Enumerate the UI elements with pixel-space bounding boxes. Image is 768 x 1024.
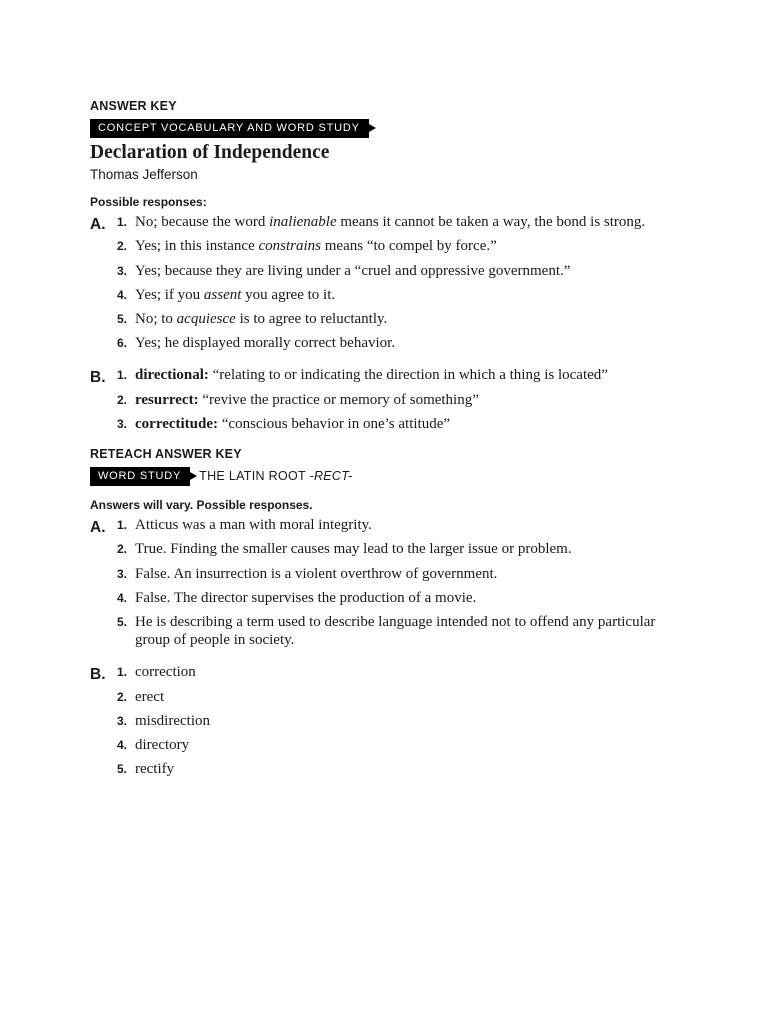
item-number: 4.: [116, 738, 127, 753]
answer-key-section-a: [90, 213, 690, 352]
item-number: 1.: [116, 215, 127, 229]
answer-list: [116, 516, 690, 649]
answer-text: is to agree to reluctantly.: [235, 311, 388, 328]
reteach-section-a: [90, 516, 690, 649]
section-letter: B.: [90, 369, 106, 387]
item-number: 3.: [116, 417, 127, 432]
selection-title: Declaration of Independence: [90, 142, 330, 163]
answer-item: [116, 286, 690, 304]
answer-list: [116, 663, 690, 778]
answer-item: [116, 366, 690, 384]
answer-item: [116, 516, 690, 534]
answer-item: [116, 213, 690, 231]
item-number: 5.: [116, 312, 127, 327]
answer-text: No; to: [135, 311, 177, 328]
answer-list: [116, 213, 690, 352]
answer-text: means it cannot be taken a way, the bond is strong.: [336, 214, 646, 230]
vocab-word: acquiesce: [176, 311, 236, 328]
reteach-answer-key-label: RETEACH ANSWER KEY: [90, 447, 242, 462]
answer-text: directory: [135, 737, 190, 754]
answer-text: False. An insurrection is a violent overthrow of government.: [135, 565, 498, 582]
item-number: 3.: [116, 263, 127, 278]
item-number: 4.: [116, 590, 127, 605]
answer-item: [116, 589, 690, 607]
item-number: 5.: [116, 762, 127, 777]
vocab-word: constrains: [258, 238, 321, 255]
item-number: 2.: [116, 542, 127, 557]
word-study-banner-row: [90, 466, 690, 486]
answer-text: Atticus was a man with moral integrity.: [135, 517, 372, 534]
item-number: 1.: [116, 518, 127, 533]
answer-item: [116, 540, 690, 558]
vocab-word: inalienable: [269, 214, 337, 230]
vocab-term: directional:: [135, 367, 209, 384]
answer-list: [116, 366, 690, 433]
reteach-section-b: [90, 663, 690, 778]
answer-key-page: [90, 98, 690, 785]
answer-key-label: ANSWER KEY: [90, 99, 177, 113]
item-number: 3.: [116, 713, 127, 728]
answer-text: “relating to or indicating the direction in which a thing is located”: [208, 367, 608, 384]
vocabulary-banner-row: [90, 118, 690, 138]
subtitle-prefix: THE LATIN ROOT: [199, 469, 310, 484]
answer-text: “conscious behavior in one’s attitude”: [218, 416, 451, 433]
answer-item: [116, 712, 690, 730]
answer-item: [116, 391, 690, 409]
item-number: 6.: [116, 336, 127, 351]
answer-item: [116, 688, 690, 706]
item-number: 2.: [116, 392, 127, 407]
answer-item: [116, 613, 690, 649]
word-study-subtitle: [199, 469, 352, 483]
item-number: 2.: [116, 239, 127, 254]
answer-item: [116, 736, 690, 754]
item-number: 2.: [116, 689, 127, 704]
answer-item: [116, 760, 690, 778]
answer-key-section-b: [90, 366, 690, 433]
vocabulary-banner: CONCEPT VOCABULARY AND WORD STUDY: [90, 119, 369, 138]
answer-item: [116, 663, 690, 681]
latin-root: -RECT-: [309, 469, 353, 484]
item-number: 1.: [116, 368, 127, 383]
answer-item: [116, 310, 690, 328]
answer-text: False. The director supervises the production of a movie.: [135, 589, 477, 606]
answer-text: correction: [135, 664, 196, 681]
vocab-word: assent: [203, 286, 242, 303]
vocab-term: resurrect:: [135, 391, 199, 408]
answer-text: No; because the word: [135, 214, 270, 230]
answer-text: means “to compel by force.”: [321, 238, 497, 255]
answer-text: Yes; in this instance: [135, 238, 259, 255]
answer-text: Yes; he displayed morally correct behavior.: [135, 335, 396, 352]
answer-text: erect: [135, 688, 165, 705]
item-number: 4.: [116, 287, 127, 302]
answer-item: [116, 334, 690, 352]
answer-item: [116, 415, 690, 433]
vocab-term: correctitude:: [135, 416, 219, 433]
answers-vary-label: Answers will vary. Possible responses.: [90, 498, 313, 513]
item-number: 5.: [116, 615, 127, 630]
section-letter: A.: [90, 519, 106, 537]
section-letter: B.: [90, 666, 106, 684]
answer-item: [116, 565, 690, 583]
answer-text: you agree to it.: [241, 286, 336, 303]
word-study-banner: WORD STUDY: [90, 467, 190, 486]
answer-text: Yes; because they are living under a “cruel and oppressive government.”: [135, 262, 571, 279]
answer-text: True. Finding the smaller causes may lead to the larger issue or problem.: [135, 541, 572, 558]
possible-responses-label: Possible responses:: [90, 195, 207, 209]
answer-text: He is describing a term used to describe language intended not to offend any particular group of people in society.: [135, 614, 656, 649]
section-letter: A.: [90, 216, 106, 233]
answer-text: misdirection: [135, 712, 210, 729]
answer-text: “revive the practice or memory of something”: [198, 391, 479, 408]
answer-item: [116, 262, 690, 280]
answer-text: Yes; if you: [135, 286, 204, 303]
selection-author: Thomas Jefferson: [90, 167, 198, 182]
item-number: 1.: [116, 665, 127, 680]
item-number: 3.: [116, 566, 127, 581]
answer-item: [116, 237, 690, 255]
answer-text: rectify: [135, 761, 175, 778]
